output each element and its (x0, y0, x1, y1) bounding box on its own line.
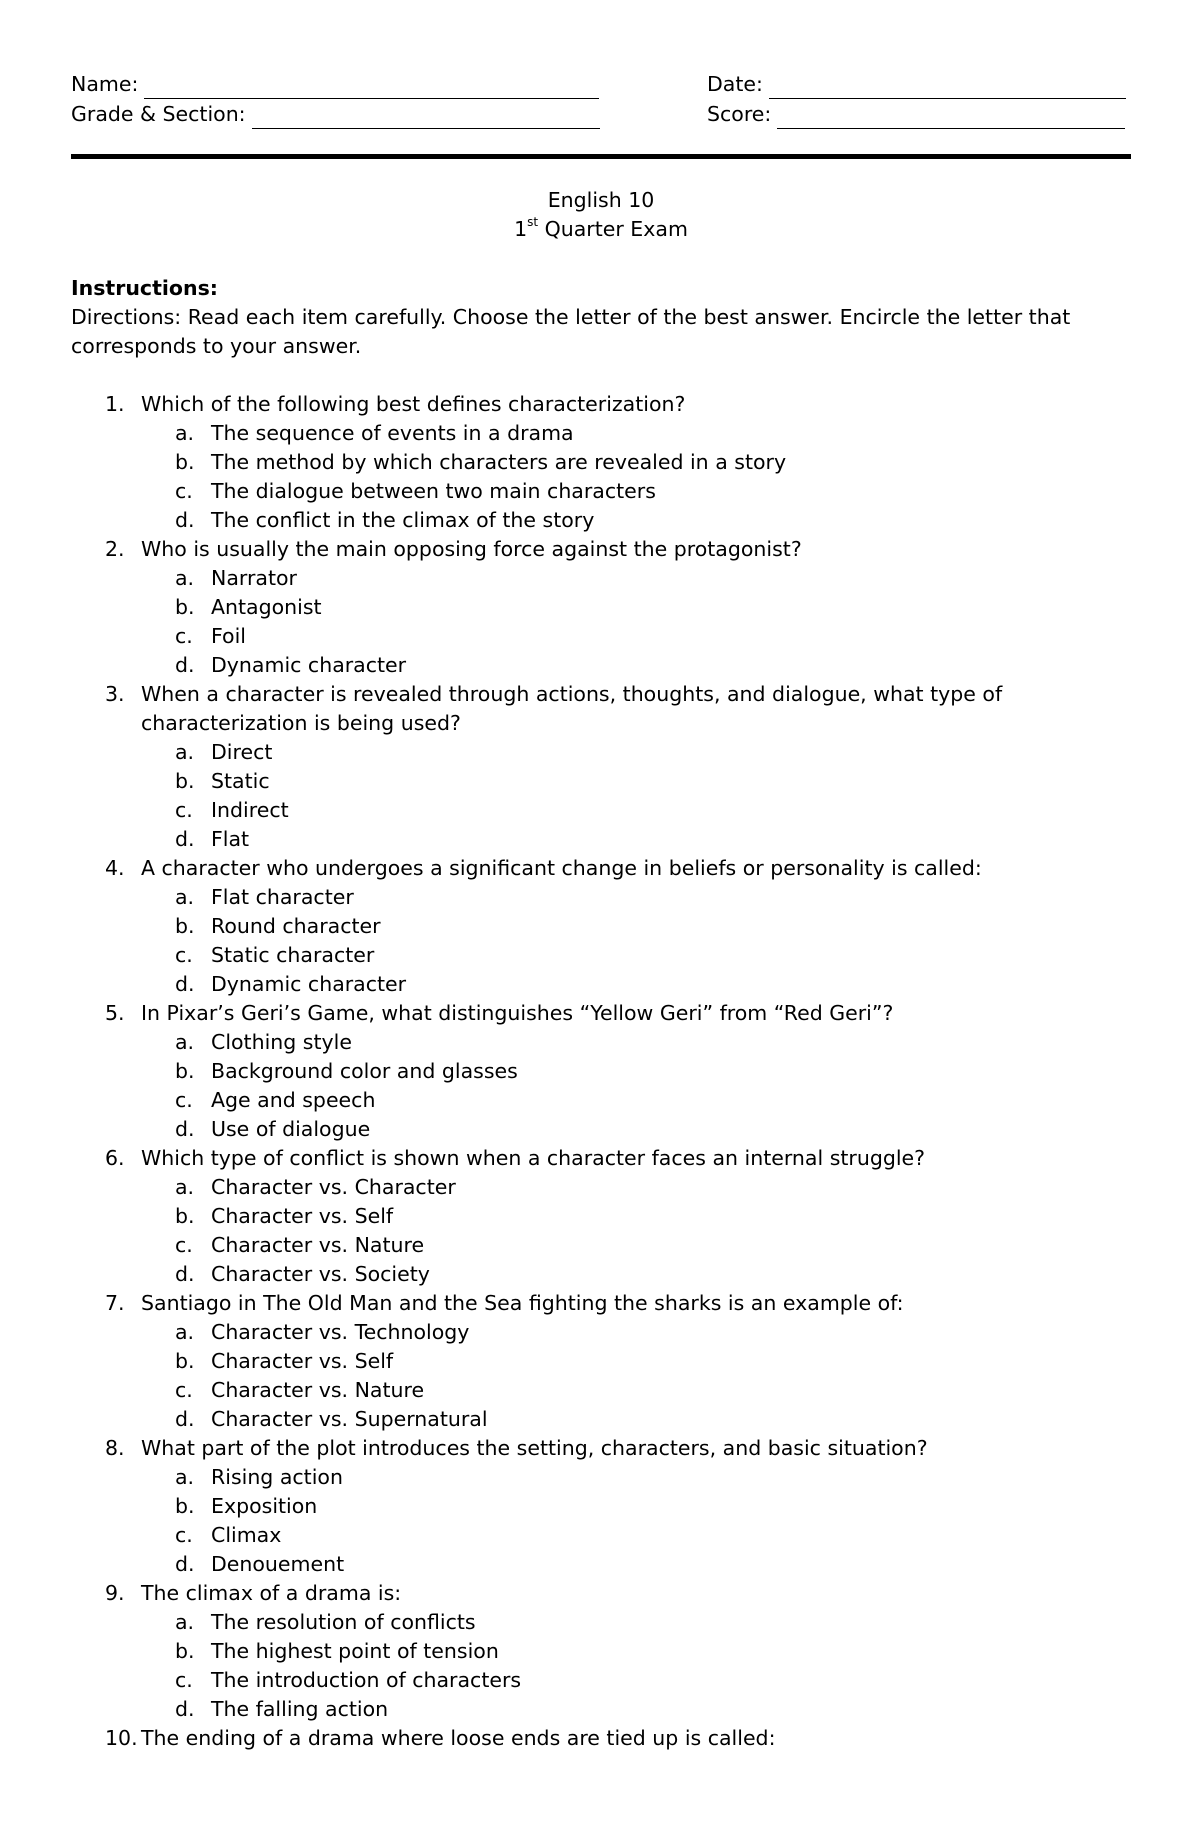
option-letter[interactable]: d. (175, 1262, 195, 1286)
option-letter[interactable]: b. (175, 1494, 195, 1518)
option-letter[interactable]: b. (175, 1349, 195, 1373)
option-text: Denouement (211, 1552, 345, 1576)
question-text: Santiago in The Old Man and the Sea fighting the sharks is an example of: (141, 1291, 904, 1315)
question-number: 1. (105, 392, 125, 416)
answer-option[interactable] (71, 1231, 1131, 1260)
option-letter[interactable]: a. (175, 566, 195, 590)
option-letter[interactable]: d. (175, 1117, 195, 1141)
option-letter[interactable]: b. (175, 1059, 195, 1083)
answer-option[interactable] (71, 1057, 1131, 1086)
answer-option[interactable] (71, 1260, 1131, 1289)
option-letter[interactable]: b. (175, 769, 195, 793)
answer-option[interactable] (71, 767, 1131, 796)
answer-option[interactable] (71, 941, 1131, 970)
student-info-header (71, 70, 1131, 128)
question-number: 10. (105, 1726, 138, 1750)
question-list (71, 390, 1131, 1753)
option-text: Round character (211, 914, 381, 938)
answer-option[interactable] (71, 1202, 1131, 1231)
question-item (71, 535, 1131, 564)
answer-option[interactable] (71, 738, 1131, 767)
option-letter[interactable]: c. (175, 1523, 193, 1547)
option-letter[interactable]: d. (175, 972, 195, 996)
answer-option[interactable] (71, 564, 1131, 593)
option-letter[interactable]: b. (175, 914, 195, 938)
option-text: Clothing style (211, 1030, 352, 1054)
option-text: Rising action (211, 1465, 343, 1489)
option-letter[interactable]: c. (175, 1378, 193, 1402)
option-text: Character vs. Nature (211, 1233, 425, 1257)
option-text: The falling action (211, 1697, 389, 1721)
answer-option[interactable] (71, 506, 1131, 535)
directions-text: Directions: Read each item carefully. Choose the letter of the best answer. Encircle the letter that corresponds to your answer. (71, 305, 1071, 358)
option-text: Dynamic character (211, 653, 407, 677)
question-number: 9. (105, 1581, 125, 1605)
option-text: Character vs. Technology (211, 1320, 470, 1344)
option-letter[interactable]: a. (175, 1465, 195, 1489)
question-number: 2. (105, 537, 125, 561)
option-text: Character vs. Society (211, 1262, 430, 1286)
quarter-title (71, 215, 1131, 244)
answer-option[interactable] (71, 970, 1131, 999)
option-letter[interactable]: d. (175, 1552, 195, 1576)
question-item (71, 1724, 1131, 1753)
option-text: Exposition (211, 1494, 318, 1518)
option-text: Use of dialogue (211, 1117, 371, 1141)
option-letter[interactable]: c. (175, 1668, 193, 1692)
question-item (71, 854, 1131, 883)
option-text: Character vs. Self (211, 1204, 394, 1228)
option-text: Indirect (211, 798, 289, 822)
question-text: In Pixar’s Geri’s Game, what distinguishes “Yellow Geri” from “Red Geri”? (141, 1001, 894, 1025)
option-text: The dialogue between two main characters (211, 479, 656, 503)
option-letter[interactable]: d. (175, 827, 195, 851)
answer-option[interactable] (71, 1347, 1131, 1376)
option-text: Background color and glasses (211, 1059, 518, 1083)
option-text: Character vs. Supernatural (211, 1407, 488, 1431)
option-letter[interactable]: c. (175, 479, 193, 503)
answer-option[interactable] (71, 825, 1131, 854)
option-text: Flat character (211, 885, 354, 909)
answer-option[interactable] (71, 1376, 1131, 1405)
question-number: 6. (105, 1146, 125, 1170)
name-label: Name: (71, 72, 139, 96)
option-letter[interactable]: d. (175, 653, 195, 677)
quarter-number: 1 (514, 217, 528, 241)
option-letter[interactable]: b. (175, 450, 195, 474)
answer-option[interactable] (71, 883, 1131, 912)
option-letter[interactable]: a. (175, 1320, 195, 1344)
option-letter[interactable]: d. (175, 1407, 195, 1431)
answer-option[interactable] (71, 1666, 1131, 1695)
answer-option[interactable] (71, 912, 1131, 941)
option-text: Character vs. Self (211, 1349, 394, 1373)
answer-option[interactable] (71, 1695, 1131, 1724)
question-item (71, 680, 1131, 738)
question-item (71, 1579, 1131, 1608)
answer-option[interactable] (71, 593, 1131, 622)
option-text: Flat (211, 827, 250, 851)
question-number: 5. (105, 1001, 125, 1025)
question-text: When a character is revealed through actions, thoughts, and dialogue, what type of characterization is being used? (141, 682, 1003, 735)
answer-option[interactable] (71, 477, 1131, 506)
answer-option[interactable] (71, 1608, 1131, 1637)
option-letter[interactable]: b. (175, 1639, 195, 1663)
header-divider (71, 154, 1131, 159)
question-text: A character who undergoes a significant change in beliefs or personality is called: (141, 856, 982, 880)
answer-option[interactable] (71, 1405, 1131, 1434)
question-number: 3. (105, 682, 125, 706)
option-text: Direct (211, 740, 273, 764)
question-text: Which type of conflict is shown when a character faces an internal struggle? (141, 1146, 926, 1170)
option-text: Character vs. Character (211, 1175, 456, 1199)
option-letter[interactable]: a. (175, 1610, 195, 1634)
instructions-heading: Instructions: (71, 276, 218, 300)
option-letter[interactable]: d. (175, 508, 195, 532)
question-number: 4. (105, 856, 125, 880)
answer-option[interactable] (71, 1173, 1131, 1202)
option-text: Character vs. Nature (211, 1378, 425, 1402)
exam-page (71, 70, 1131, 1750)
question-item (71, 1144, 1131, 1173)
score-label: Score: (707, 102, 772, 126)
question-text: Which of the following best defines characterization? (141, 392, 686, 416)
answer-option[interactable] (71, 1028, 1131, 1057)
name-blank[interactable] (144, 74, 599, 99)
answer-option[interactable] (71, 622, 1131, 651)
option-letter[interactable]: a. (175, 1030, 195, 1054)
exam-title (71, 186, 1131, 244)
option-text: Foil (211, 624, 246, 648)
option-text: The method by which characters are revealed in a story (211, 450, 787, 474)
answer-option[interactable] (71, 1492, 1131, 1521)
answer-option[interactable] (71, 1318, 1131, 1347)
grade-section-line (71, 100, 600, 129)
question-item (71, 999, 1131, 1028)
answer-option[interactable] (71, 1086, 1131, 1115)
quarter-ordinal: st (527, 215, 539, 230)
option-text: The introduction of characters (211, 1668, 522, 1692)
option-letter[interactable]: c. (175, 624, 193, 648)
score-blank[interactable] (777, 104, 1125, 129)
grade-section-label: Grade & Section: (71, 102, 246, 126)
grade-section-blank[interactable] (252, 104, 600, 129)
answer-option[interactable] (71, 1521, 1131, 1550)
option-text: The sequence of events in a drama (211, 421, 574, 445)
answer-option[interactable] (71, 651, 1131, 680)
answer-option[interactable] (71, 419, 1131, 448)
question-text: Who is usually the main opposing force against the protagonist? (141, 537, 802, 561)
option-letter[interactable]: c. (175, 1088, 193, 1112)
option-text: Age and speech (211, 1088, 376, 1112)
option-letter[interactable]: a. (175, 885, 195, 909)
option-text: Climax (211, 1523, 282, 1547)
option-letter[interactable]: b. (175, 1204, 195, 1228)
score-line (707, 100, 1125, 129)
subject-title: English 10 (547, 188, 655, 212)
question-text: What part of the plot introduces the setting, characters, and basic situation? (141, 1436, 928, 1460)
option-letter[interactable]: a. (175, 740, 195, 764)
answer-option[interactable] (71, 1463, 1131, 1492)
option-text: Static (211, 769, 270, 793)
question-number: 8. (105, 1436, 125, 1460)
answer-option[interactable] (71, 1637, 1131, 1666)
option-text: Dynamic character (211, 972, 407, 996)
option-letter[interactable]: c. (175, 943, 193, 967)
answer-option[interactable] (71, 1550, 1131, 1579)
option-letter[interactable]: c. (175, 1233, 193, 1257)
option-text: The highest point of tension (211, 1639, 499, 1663)
question-item (71, 1289, 1131, 1318)
option-text: Narrator (211, 566, 297, 590)
answer-option[interactable] (71, 448, 1131, 477)
option-letter[interactable]: a. (175, 421, 195, 445)
option-text: The conflict in the climax of the story (211, 508, 595, 532)
question-number: 7. (105, 1291, 125, 1315)
option-text: Antagonist (211, 595, 322, 619)
option-text: Static character (211, 943, 375, 967)
option-letter[interactable]: b. (175, 595, 195, 619)
question-text: The climax of a drama is: (141, 1581, 402, 1605)
instructions-block (71, 274, 1131, 361)
quarter-text: Quarter Exam (538, 217, 688, 241)
name-line (71, 70, 599, 99)
option-text: The resolution of conflicts (211, 1610, 476, 1634)
question-text: The ending of a drama where loose ends are tied up is called: (141, 1726, 776, 1750)
question-item (71, 1434, 1131, 1463)
question-item (71, 390, 1131, 419)
option-letter[interactable]: c. (175, 798, 193, 822)
option-letter[interactable]: a. (175, 1175, 195, 1199)
answer-option[interactable] (71, 796, 1131, 825)
date-blank[interactable] (769, 74, 1126, 99)
option-letter[interactable]: d. (175, 1697, 195, 1721)
date-label: Date: (707, 72, 763, 96)
date-line (707, 70, 1126, 99)
answer-option[interactable] (71, 1115, 1131, 1144)
